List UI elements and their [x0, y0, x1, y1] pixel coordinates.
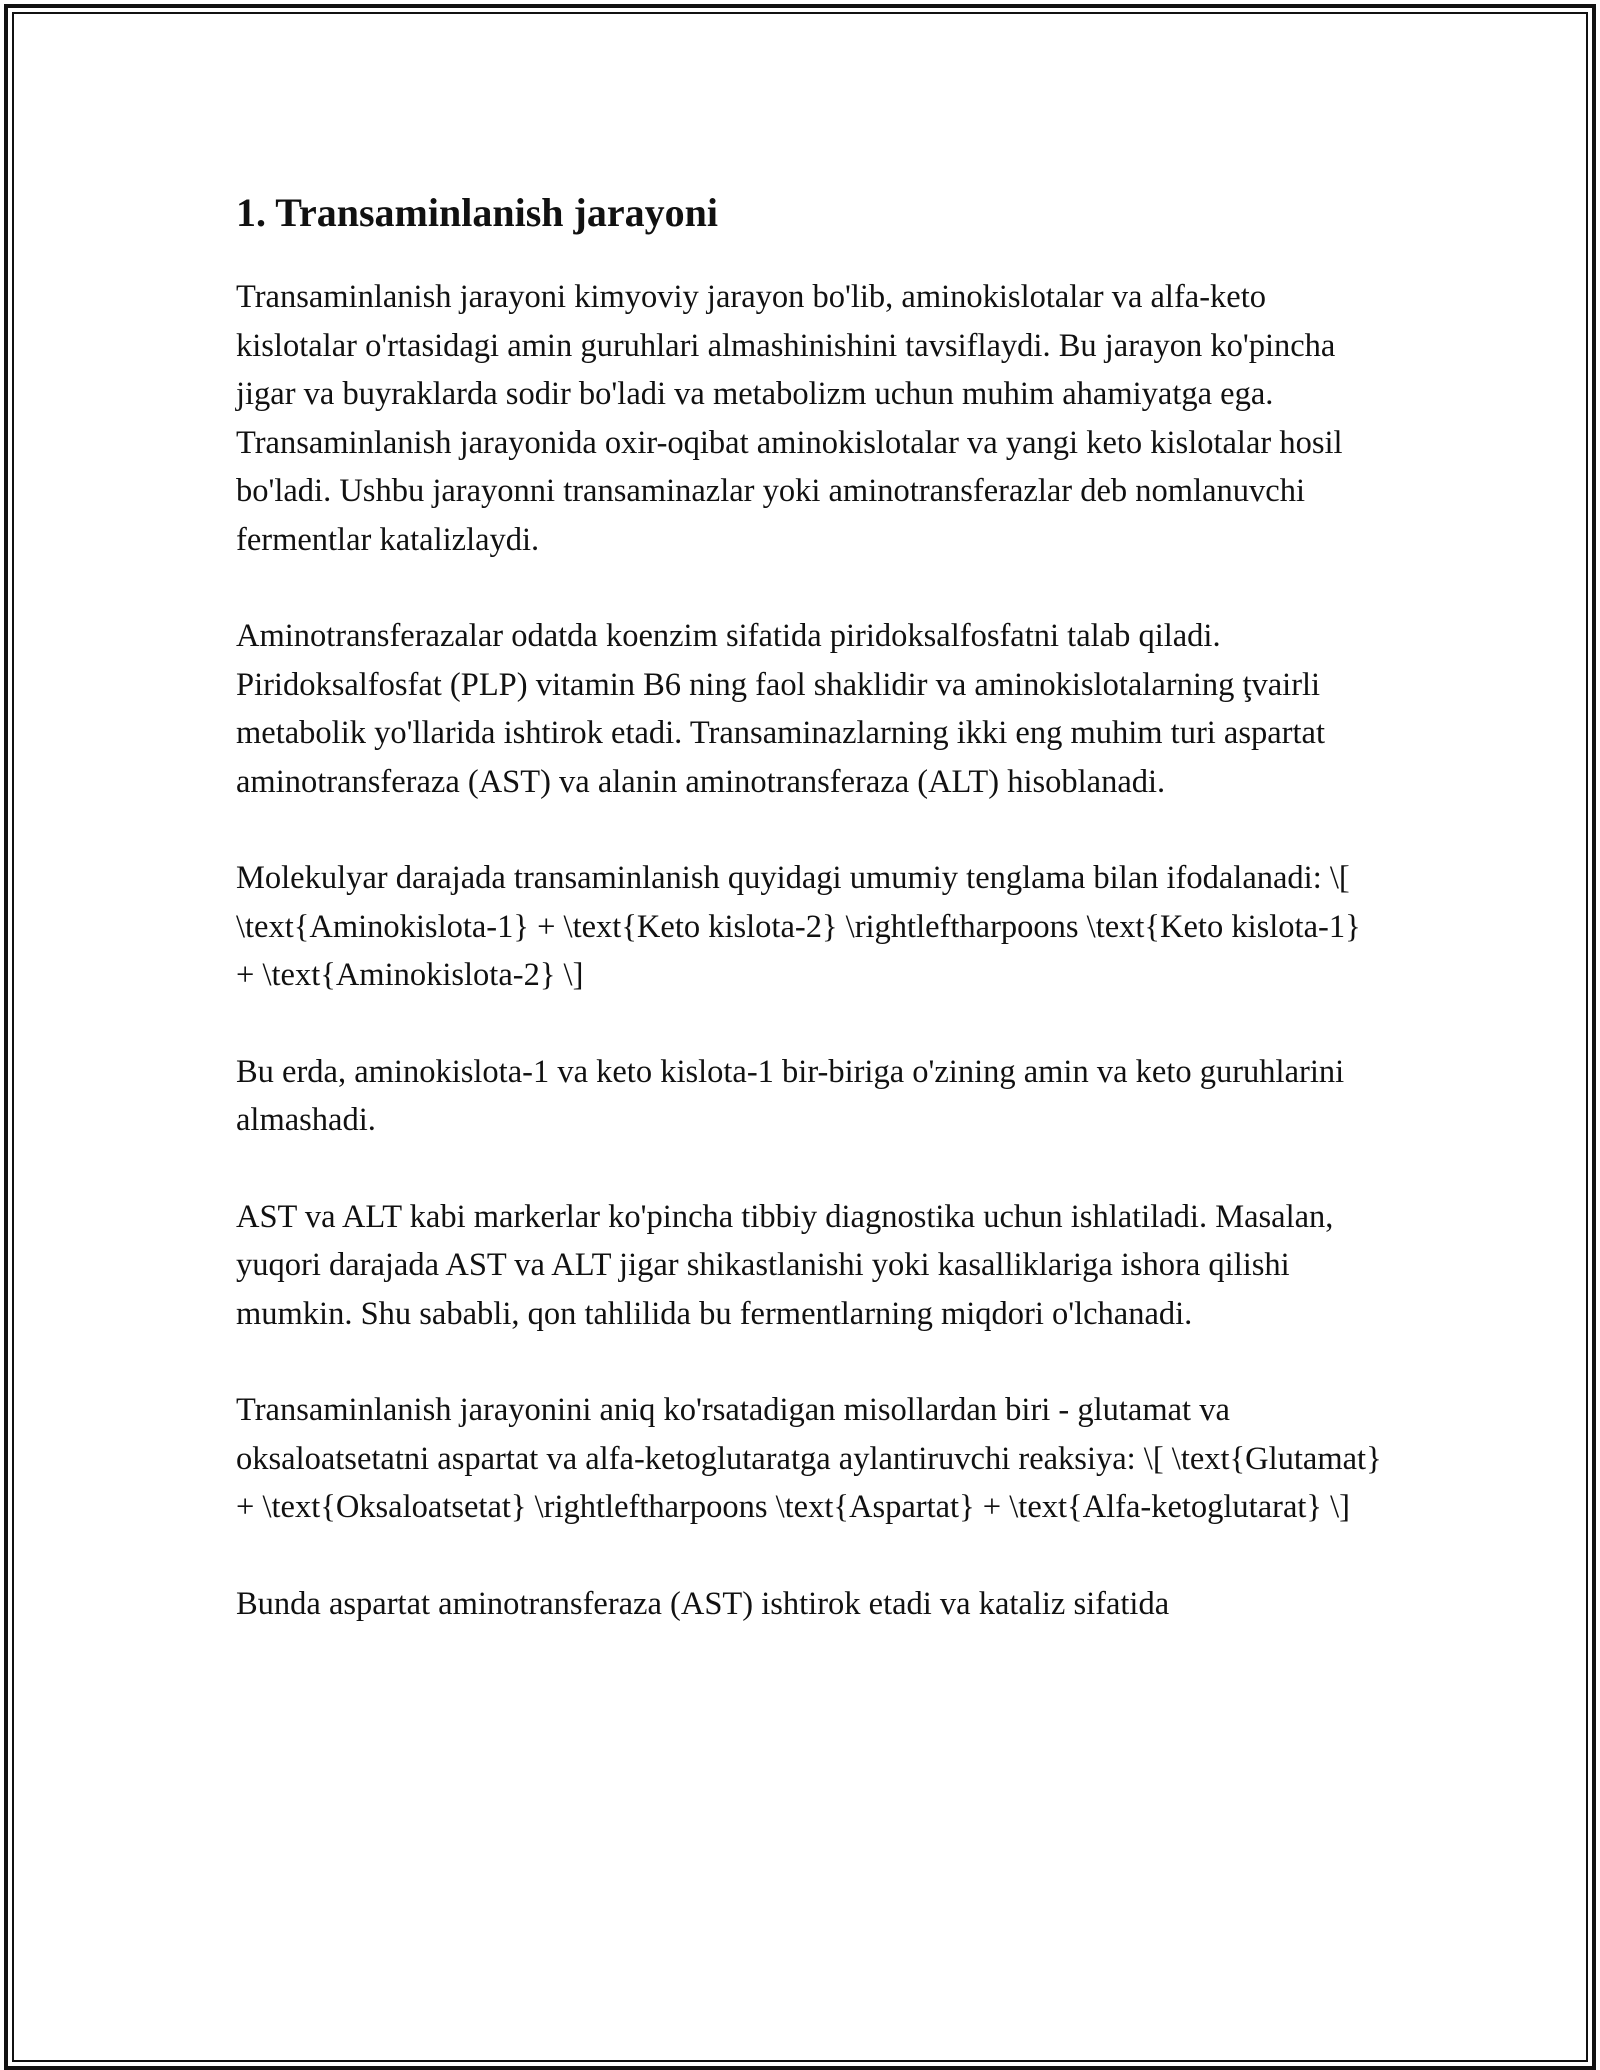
document-body: [236, 185, 1386, 1676]
paragraph-1: Transaminlanish jarayoni kimyoviy jarayon bo'lib, aminokislotalar va alfa-keto kislotalar o'rtasidagi amin guruhlari almashinishini tavsiflaydi. Bu jarayon ko'pincha jigar va buyraklarda sodir bo'ladi va metabolizm uchun muhim ahamiyatga ega. Transaminlanish jarayonida oxir-oqibat aminokislotalar va yangi keto kislotalar hosil bo'ladi. Ushbu jarayonni transaminazlar yoki aminotransferazlar deb nomlanuvchi fermentlar katalizlaydi.: [236, 279, 1343, 558]
paragraph-7: Bunda aspartat aminotransferaza (AST) ishtirok etadi va kataliz sifatida: [236, 1585, 1170, 1622]
section-heading: 1. Transaminlanish jarayoni: [236, 190, 718, 235]
paragraph-5: AST va ALT kabi markerlar ko'pincha tibbiy diagnostika uchun ishlatiladi. Masalan, yuqori darajada AST va ALT jigar shikastlanishi yoki kasalliklariga ishora qilishi mumkin. Shu sababli, qon tahlilida bu fermentlarning miqdori o'lchanadi.: [236, 1198, 1334, 1332]
paragraph-3-equation: Molekulyar darajada transaminlanish quyidagi umumiy tenglama bilan ifodalanadi: \[ \text{Aminokislota-1} + \text{Keto kislota-2} \rightleftharpoons \text{Keto kislota-1} + \text{Aminokislota-2} \]: [236, 860, 1361, 993]
paragraph-6-equation: Transaminlanish jarayonini aniq ko'rsatadigan misollardan biri - glutamat va oksaloatsetatni aspartat va alfa-ketoglutaratga aylantiruvchi reaksiya: \[ \text{Glutamat} + \text{Oksaloatsetat} \rightleftharpoons \text{Aspartat} + \text{Alfa-ketoglutarat} \]: [236, 1392, 1382, 1525]
paragraph-4: Bu erda, aminokislota-1 va keto kislota-1 bir-biriga o'zining amin va keto guruhlarini almashadi.: [236, 1053, 1345, 1138]
paragraph-2: Aminotransferazalar odatda koenzim sifatida piridoksalfosfatni talab qiladi. Piridoksalfosfat (PLP) vitamin B6 ning faol shaklidir va aminokislotalarning ţvairli metabolik yo'llarida ishtirok etadi. Transaminazlarning ikki eng muhim turi aspartat aminotransferaza (AST) va alanin aminotransferaza (ALT) hisoblanadi.: [236, 618, 1325, 800]
